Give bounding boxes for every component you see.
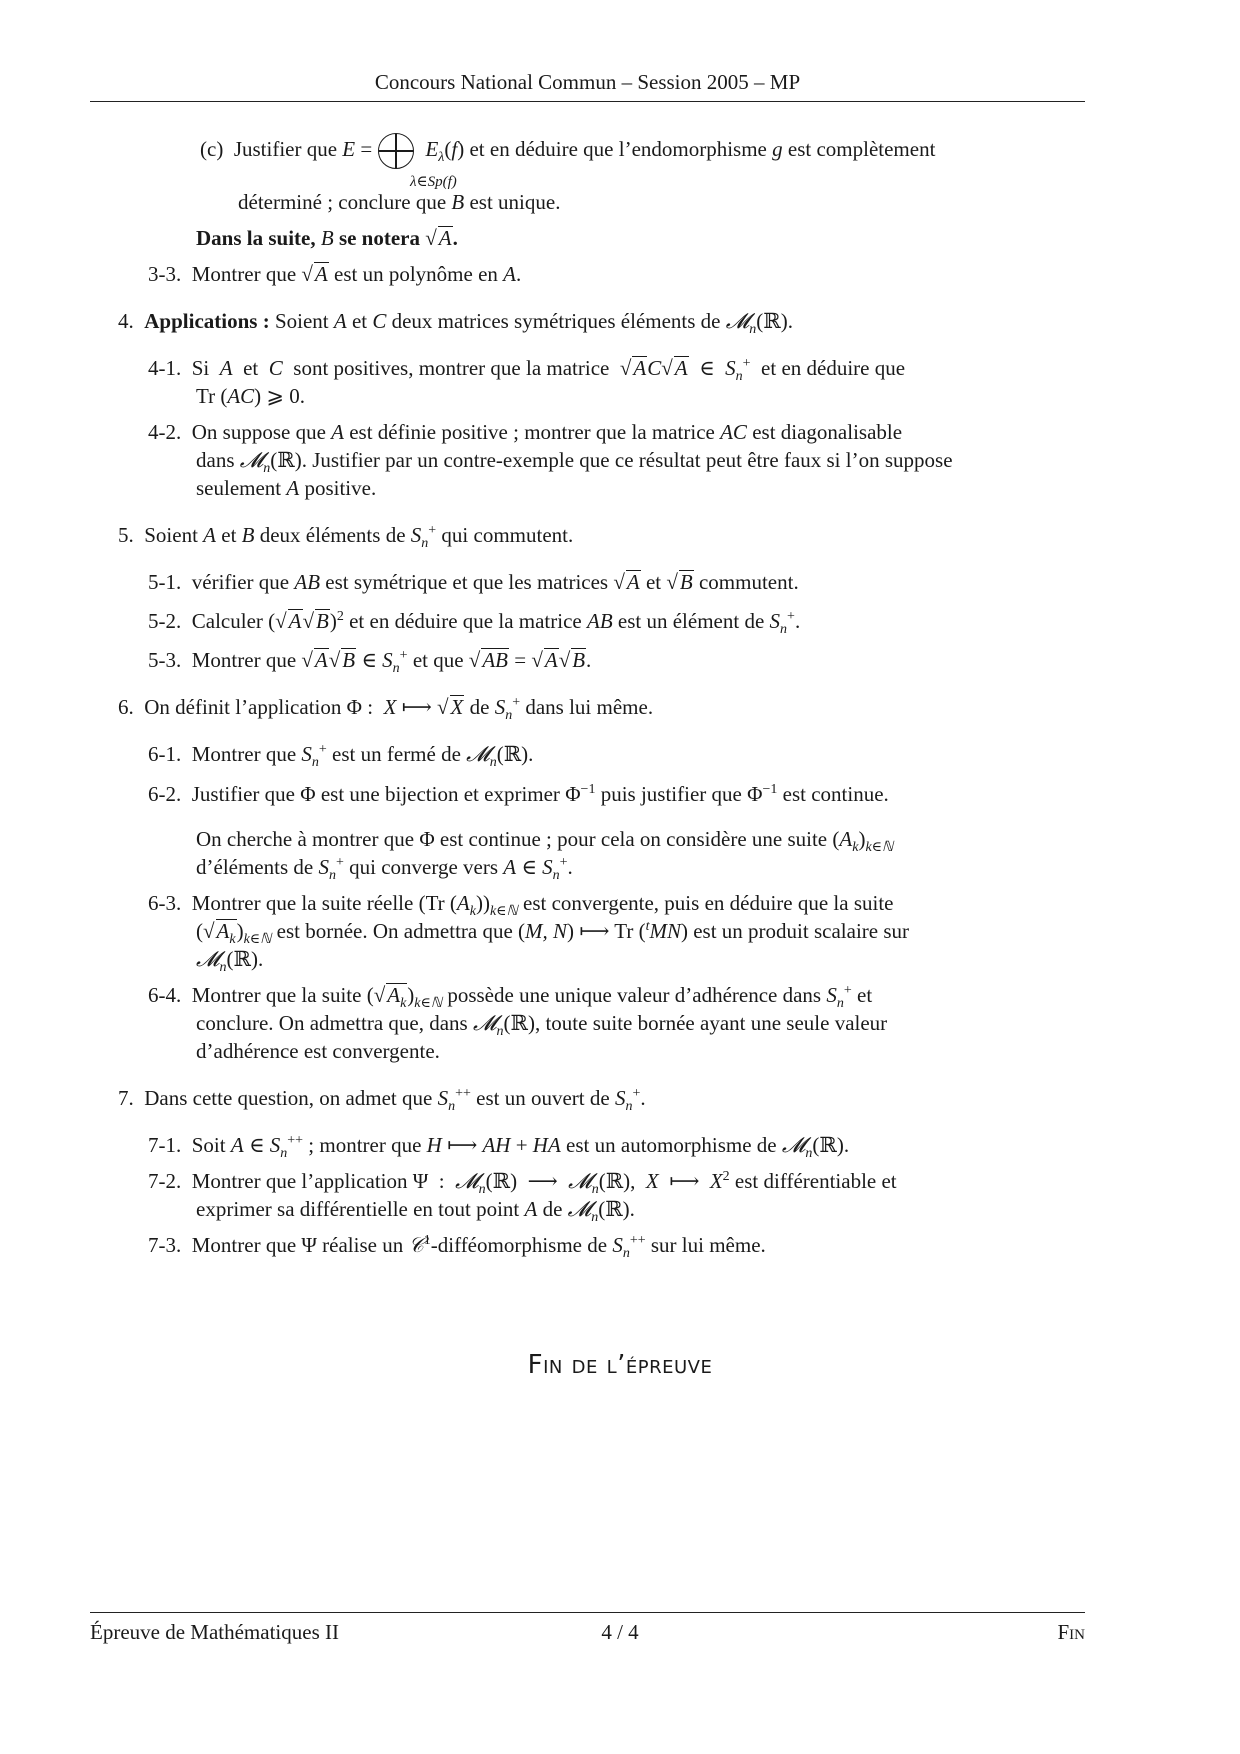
question-6-context-line-2: d’éléments de $S_n^+$ qui converge vers A ∈ $S_n^+$. (196, 855, 573, 884)
question-6-4-line-3: d’adhérence est convergente. (196, 1039, 440, 1063)
item-c-line-2: déterminé ; conclure que B est unique. (238, 190, 561, 214)
page-header: Concours National Commun – Session 2005 – MP (374, 70, 801, 94)
question-5: 5. Soient A et B deux éléments de $S_n^+$ qui commutent. (118, 523, 574, 552)
question-4-2: 4-2. On suppose que A est définie positive ; montrer que la matrice AC est diagonalisable (148, 420, 903, 444)
question-7-2: 7-2. Montrer que l’application Ψ : 𝓜$_n$(ℝ) ⟶ 𝓜$_n$(ℝ), X ⟼ $X^2$ est différentiable et (148, 1169, 897, 1198)
question-4: 4. Applications : Soient A et C deux matrices symétriques éléments de 𝓜$_n$(ℝ). (118, 309, 793, 338)
question-4-1-line-2: Tr (AC) ⩾ 0. (196, 384, 306, 408)
question-6-3-line-3: 𝓜$_n$(ℝ). (196, 947, 264, 976)
footer-page-number: 4 / 4 (601, 1620, 639, 1644)
question-5-2: 5-2. Calculer $(√A√B)^2$ et en déduire que la matrice AB est un élément de $S_n^+$. (148, 609, 801, 638)
question-5-3: 5-3. Montrer que √A√B ∈ $S_n^+$ et que √AB = √A√B. (148, 648, 592, 677)
direct-sum-symbol (378, 133, 414, 169)
footer-rule (90, 1612, 1085, 1613)
question-7-1: 7-1. Soit A ∈ $S_n^{++}$ ; montrer que H ⟼ AH + HA est un automorphisme de 𝓜$_n$(ℝ). (148, 1133, 850, 1162)
footer-left: Épreuve de Mathématiques II (90, 1620, 339, 1644)
question-7-3: 7-3. Montrer que Ψ réalise un 𝒞$^1$-difféomorphisme de $S_n^{++}$ sur lui même. (148, 1233, 766, 1262)
question-7: 7. Dans cette question, on admet que $S_n^{++}$ est un ouvert de $S_n^+$. (118, 1086, 646, 1115)
question-4-1: 4-1. Si A et C sont positives, montrer que la matrice √AC√A ∈ $S_n^+$ et en déduire que (148, 356, 906, 385)
item-c-line-1: (c) Justifier que $E = E_\lambda(f)$ et en déduire que l’endomorphisme g est complètement (200, 133, 935, 169)
question-6: 6. On définit l’application Φ : X ⟼ √X de $S_n^+$ dans lui même. (118, 695, 654, 724)
question-6-2: 6-2. Justifier que Φ est une bijection et exprimer $\Phi^{-1}$ puis justifier que $\Phi^{-1}$ est continue. (148, 782, 889, 806)
question-6-4: 6-4. Montrer que la suite $(√A_k)_{k\in ℕ}$ possède une unique valeur d’adhérence dans $S_n^+$ et (148, 983, 873, 1012)
question-3-3: 3-3. Montrer que √A est un polynôme en A. (148, 262, 522, 286)
end-of-exam-title: Fin de l’épreuve (527, 1350, 713, 1380)
notation-note: Dans la suite, B se notera √A. (196, 226, 458, 250)
footer-right: Fin (1057, 1620, 1085, 1644)
question-4-2-line-2: dans 𝓜$_n$(ℝ). Justifier par un contre-exemple que ce résultat peut être faux si l’on suppose (196, 448, 953, 477)
question-6-3-line-2: $(√A_k)_{k\in ℕ}$ est bornée. On admettra que (M, N) ⟼ Tr ($^t$MN) est un produit scalaire sur (196, 919, 910, 948)
question-4-2-line-3: seulement A positive. (196, 476, 377, 500)
question-7-2-line-2: exprimer sa différentielle en tout point A de 𝓜$_n$(ℝ). (196, 1197, 635, 1226)
question-6-1: 6-1. Montrer que $S_n^+$ est un fermé de 𝓜$_n$(ℝ). (148, 742, 534, 771)
question-6-4-line-2: conclure. On admettra que, dans 𝓜$_n$(ℝ), toute suite bornée ayant une seule valeur (196, 1011, 888, 1040)
question-5-1: 5-1. vérifier que AB est symétrique et que les matrices √A et √B commutent. (148, 570, 799, 594)
question-6-3: 6-3. Montrer que la suite réelle (Tr $(A_k))_{k\in ℕ}$ est convergente, puis en déduire que la suite (148, 891, 894, 920)
direct-sum-index: λ∈Sp(f) (410, 174, 457, 190)
question-6-context: On cherche à montrer que Φ est continue ; pour cela on considère une suite $(A_k)_{k\in ℕ}$ (196, 827, 894, 856)
